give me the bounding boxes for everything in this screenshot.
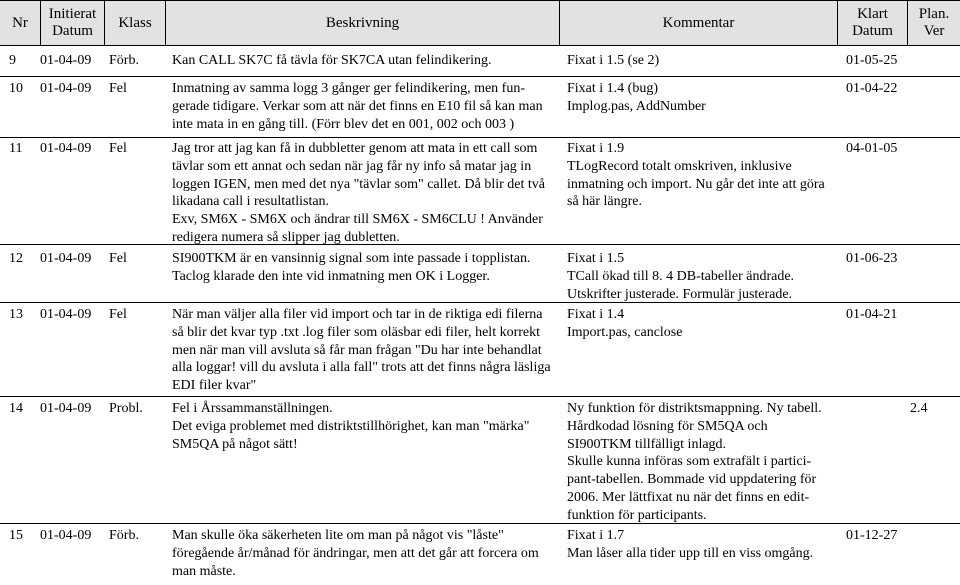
row-description: Man skulle öka säkerheten lite om man på något vis "låste" föregående år/månad för ändringar, men att det går att forcera om man måste.: [172, 528, 539, 579]
row-klass: Förb.: [109, 528, 139, 543]
header-plan-ver: Plan. Ver: [918, 6, 950, 39]
row-description: Inmatning av samma logg 3 gånger ger felindikering, men fun- gerade tidigare. Verkar som att när det finns en E10 fil så kan man inte mata in en gång till. (Förr blev det en 001, 002 och 003 ): [172, 81, 543, 132]
header-kommentar: Kommentar: [662, 14, 735, 31]
row-comment: Fixat i 1.7 Man låser alla tider upp till en viss omgång.: [567, 528, 814, 561]
row-description: Jag tror att jag kan få in dubbletter genom att mata in ett call som tävlar som ett annat och sedan när jag får ny info så matar jag in loggen IGEN, men med det nya "tävlar som" callet. Då blir det två likadana call i resultatlistan. Exv, SM6X - SM6X och ändrar till SM6X - SM6CLU ! Använder redigera numera så slipper jag dubletten.: [172, 141, 545, 245]
row-nr: 14: [9, 401, 23, 416]
row-date: 01-04-09: [40, 53, 92, 68]
row-description: SI900TKM är en vansinnig signal som inte passade i topplistan. Taclog klarade den inte vid inmatning men OK i Logger.: [172, 251, 531, 284]
row-klart-date: 01-06-23: [846, 251, 898, 266]
row-klart-date: 01-04-22: [846, 81, 898, 96]
row-klart-date: 04-01-05: [846, 141, 898, 156]
row-nr: 10: [9, 81, 23, 96]
row-nr: 12: [9, 251, 23, 266]
header-initierat-datum: Initierat Datum: [48, 6, 97, 39]
row-klass: Fel: [109, 81, 127, 96]
row-date: 01-04-09: [40, 251, 92, 266]
row-comment: Fixat i 1.5 (se 2): [567, 53, 660, 68]
header-nr: Nr: [12, 14, 28, 31]
row-klass: Fel: [109, 141, 127, 156]
row-klass: Fel: [109, 307, 127, 322]
row-comment: Fixat i 1.4 (bug) Implog.pas, AddNumber: [567, 81, 706, 114]
row-date: 01-04-09: [40, 528, 92, 543]
row-nr: 11: [9, 141, 23, 156]
table-header: [0, 0, 960, 46]
row-date: 01-04-09: [40, 141, 92, 156]
row-nr: 15: [9, 528, 23, 543]
header-beskrivning: Beskrivning: [325, 14, 400, 31]
row-description: När man väljer alla filer vid import och tar in de riktiga edi filerna så blir det kvar typ .txt .log filer som oläsbar edi filer, helt korrekt men när man vill avsluta så får man frågan "Du har inte behandlat alla loggar! vill du avsluta i alla fall" trots att det finns några läsliga EDI filer kvar": [172, 307, 551, 394]
row-nr: 13: [9, 307, 23, 322]
row-klart-date: 01-12-27: [846, 528, 898, 543]
header-klart-datum: Klart Datum: [852, 6, 893, 39]
row-comment: Fixat i 1.9 TLogRecord totalt omskriven, inklusive inmatning och import. Nu går det inte att göra så här längre.: [567, 141, 825, 210]
row-klass: Probl.: [109, 401, 143, 416]
row-description: Kan CALL SK7C få tävla för SK7CA utan felindikering.: [172, 53, 492, 68]
header-klass: Klass: [118, 14, 152, 31]
row-klart-date: 01-05-25: [846, 53, 898, 68]
row-comment: Ny funktion för distriktsmappning. Ny tabell. Hårdkodad lösning för SM5QA och SI900TKM tillfälligt inlagd. Skulle kunna införas som extrafält i partici- pant-tabellen. Bommade vid uppdatering för 2006. Mer lättfixat nu när det finns en edit- funktion för participants.: [567, 401, 822, 523]
row-nr: 9: [9, 53, 16, 68]
row-description: Fel i Årssammanställningen. Det eviga problemet med distriktstillhörighet, kan man "märka" SM5QA på något sätt!: [172, 401, 530, 452]
row-comment: Fixat i 1.4 Import.pas, canclose: [567, 307, 683, 340]
row-klass: Förb.: [109, 53, 139, 68]
row-plan-version: 2.4: [910, 401, 928, 416]
row-comment: Fixat i 1.5 TCall ökad till 8. 4 DB-tabeller ändrade. Utskrifter justerade. Formulär justerade.: [567, 251, 795, 302]
row-date: 01-04-09: [40, 401, 92, 416]
row-klart-date: 01-04-21: [846, 307, 898, 322]
row-date: 01-04-09: [40, 307, 92, 322]
row-klass: Fel: [109, 251, 127, 266]
row-date: 01-04-09: [40, 81, 92, 96]
